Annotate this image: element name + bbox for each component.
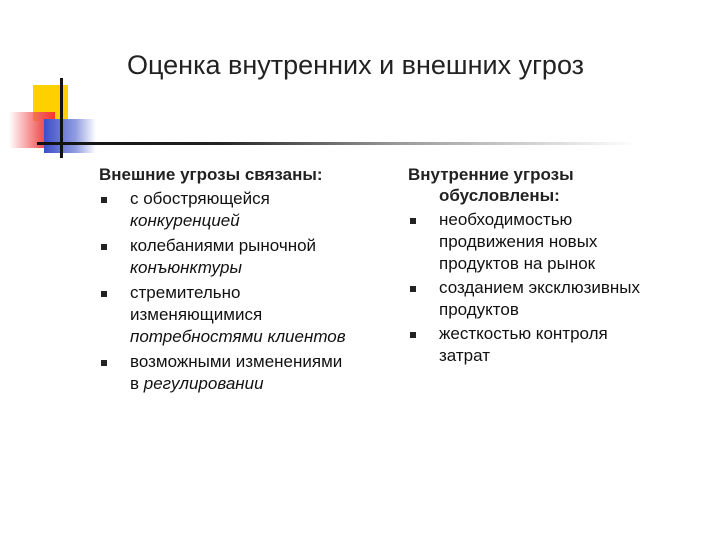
list-item: стремительно изменяющимися потребностями клиентов	[99, 282, 399, 348]
external-threats-column	[99, 164, 399, 398]
decor-blue-square	[44, 119, 96, 153]
square-bullet-icon	[101, 197, 107, 203]
title-divider	[37, 142, 637, 145]
internal-threats-list	[408, 209, 708, 367]
square-bullet-icon	[101, 360, 107, 366]
internal-threats-column	[408, 164, 708, 369]
square-bullet-icon	[410, 286, 416, 292]
external-threats-list	[99, 188, 399, 395]
list-item: созданием эксклюзивных продуктов	[408, 277, 708, 321]
square-bullet-icon	[101, 244, 107, 250]
list-item: с обостряющейся конкуренцией	[99, 188, 399, 232]
list-item: колебаниями рыночной конъюнктуры	[99, 235, 399, 279]
square-bullet-icon	[410, 218, 416, 224]
list-item: жесткостью контроля затрат	[408, 323, 708, 367]
list-item: возможными изменениями в регулировании	[99, 351, 399, 395]
square-bullet-icon	[410, 332, 416, 338]
page-title: Оценка внутренних и внешних угроз	[127, 50, 585, 80]
internal-threats-heading: Внутренние угрозы обусловлены:	[408, 165, 574, 205]
decor-vertical-line	[60, 78, 63, 158]
square-bullet-icon	[101, 291, 107, 297]
external-threats-heading: Внешние угрозы связаны:	[99, 165, 323, 184]
list-item: необходимостью продвижения новых продуктов на рынок	[408, 209, 708, 275]
